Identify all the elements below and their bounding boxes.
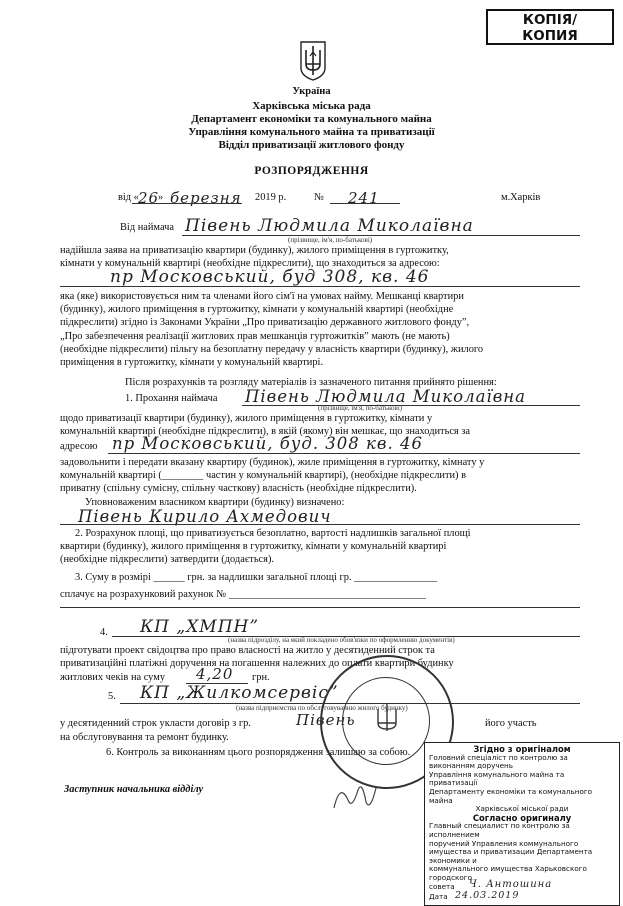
certify-line: поручений Управления коммунального <box>429 838 579 848</box>
item5-contract-line2: на обслуговування та ремонт будинку. <box>60 732 229 743</box>
copy-stamp-line1: КОПІЯ/ <box>522 12 578 28</box>
item4-caption: (назва підрозділу, на який покладено обов'язки по оформленню документів) <box>228 636 455 644</box>
item1-transfer-paragraph <box>60 456 580 496</box>
item6-text: 6. Контроль за виконанням цього розпорядження залишаю за собою. <box>106 747 411 758</box>
use-line: підкреслити) згідно із Законами України „Про приватизацію державного житлового фонду”, <box>60 317 470 329</box>
item1-line: щодо приватизації квартири (будинку), жилого приміщення в гуртожитку, кімнати у <box>60 413 433 424</box>
header-council: Харківська міська рада <box>252 100 371 112</box>
header-department: Департамент економіки та комунального майна <box>191 113 432 125</box>
item1-line: комунальній квартирі (________ частин у комунальній квартирі), (необхідне підкреслити) в <box>60 470 467 482</box>
certify-line: Департаменту економіки та комунального майна <box>429 786 593 805</box>
address-underline <box>60 286 580 287</box>
copy-stamp <box>486 9 614 45</box>
item2-line: 2. Розрахунок площі, що приватизується безоплатно, вартості надлишків загальної площі <box>75 528 471 539</box>
certify-line: коммунального имущества Харьковского городского <box>429 864 587 882</box>
date-prefix: від « <box>118 192 139 203</box>
certify-date-label: Дата <box>429 891 448 901</box>
after-text: Після розрахунків та розгляду матеріалів із зазначеного питання прийнято рішення: <box>125 377 497 388</box>
intro-line: кімнати у комунальній квартирі (необхідне підкреслити), що знаходиться за адресою: <box>60 258 440 270</box>
order-number: 241 <box>348 189 380 207</box>
owner-defined-underline <box>60 524 580 525</box>
item5-contract-handwritten: Півень <box>296 711 356 729</box>
item1-label: 1. Прохання наймача <box>125 393 218 404</box>
use-line: (необхідне підкреслити) пільгу на безоплатну передачу у власність квартири (будинку), жилого <box>60 343 484 355</box>
header-division: Відділ приватизації житлового фонду <box>218 139 405 151</box>
certify-line: Главный специалист по контролю за исполнением <box>429 821 570 839</box>
certify-line: Харківської міської ради <box>475 804 569 814</box>
item4-sum-handwritten: 4,20 <box>196 665 234 683</box>
item3-line: 3. Суму в розмірі ______ грн. за надлишки загальної площі гр. ________________ <box>75 572 438 583</box>
intro-line: надійшла заява на приватизацію квартири (будинку), жилого приміщення в гуртожитку, <box>60 245 449 256</box>
item4-label: 4. <box>100 627 108 638</box>
item1-caption: (прізвище, ім'я, по-батькові) <box>318 404 403 412</box>
use-line: яка (яке) використовується ним та членами його сім'ї на умовах найму. Мешканці квартири <box>60 291 464 302</box>
use-line: (будинку), жилого приміщення в гуртожитку, кімнати у комунальній квартирі (необхідне <box>60 304 454 316</box>
address-handwritten: пр Московський, буд 308, кв. 46 <box>110 267 430 287</box>
item1-line: комунальній квартирі (необхідне підкреслити), в якій (якому) він мешкає, що знаходиться за <box>60 426 471 438</box>
header-country: Україна <box>292 86 331 97</box>
date-year: 2019 р. <box>255 192 287 203</box>
item1-address-handwritten: пр Московський, буд. 308 кв. 46 <box>112 434 423 453</box>
certify-stamp <box>424 742 620 906</box>
item2-line: (необхідне підкреслити) затвердити (додається). <box>60 554 275 566</box>
item1-address-underline <box>108 453 580 454</box>
item2-line: квартири (будинку), жилого приміщення в гуртожитку, кімнати у комунальній квартирі <box>60 541 447 553</box>
item4-line: приватизаційні платіжні доручення на погашення належних до оплати квартири будинку <box>60 658 454 670</box>
item5-contract-prefix: у десятиденний строк укласти договір з гр. <box>60 718 251 729</box>
item1-address-label: адресою <box>60 441 98 452</box>
city: м.Харків <box>501 192 541 203</box>
owner-handwritten: Півень Людмила Миколаївна <box>185 216 474 236</box>
seal-trident-icon <box>370 701 404 739</box>
item4-sum-suffix: грн. <box>252 672 270 683</box>
date-underline <box>132 203 242 204</box>
item5-caption: (назва підприємства по обслуговуванню жилого будинку) <box>236 704 408 712</box>
certify-line: имущества и приватизации Департамента экономики и <box>429 847 593 865</box>
use-paragraph <box>60 290 580 369</box>
date-number-row <box>118 189 578 207</box>
signature-role: Заступник начальника відділу <box>64 784 204 795</box>
item3-paragraph <box>60 571 580 601</box>
certify-line: Головний спеціаліст по контролю за виконанням доручень <box>429 752 568 771</box>
number-underline <box>330 203 400 204</box>
from-label: Від наймача <box>120 222 174 233</box>
use-line: „Про забезпечення реалізації житлових прав мешканців гуртожитків” мають (не мають) <box>60 330 450 342</box>
header-directorate: Управління комунального майна та приватизації <box>188 126 435 138</box>
item3-line: сплачує на розрахунковий рахунок № ______________________________________ <box>60 589 427 601</box>
certify-title-ru: Согласно оригиналу <box>472 812 572 823</box>
number-label: № <box>314 192 324 203</box>
certify-line: Управління комунального майна та приватизації <box>429 769 565 788</box>
item1-underline <box>242 405 580 406</box>
item5-handwritten: КП „Жилкомсервіс” <box>140 683 339 703</box>
date-day: 26 <box>138 189 160 207</box>
item4-sum-prefix: житлових чеків на суму <box>60 672 166 683</box>
owner-defined-handwritten: Півень Кирило Ахмедович <box>78 507 332 526</box>
signature-scribble-icon <box>330 778 380 814</box>
use-line: приміщення в гуртожитку, кімнати у комунальній квартирі. <box>60 357 324 369</box>
certify-council: совета <box>429 881 455 891</box>
copy-stamp-line2: КОПИЯ <box>522 28 578 44</box>
item4-paragraph <box>60 644 580 670</box>
item3-underline <box>60 607 580 608</box>
owner-underline <box>182 235 580 236</box>
item5-contract-suffix: його участь <box>485 718 537 729</box>
item4-handwritten: КП „ХМПН” <box>140 617 260 637</box>
doc-title: РОЗПОРЯДЖЕННЯ <box>254 165 369 177</box>
certify-date-handwritten: 24.03.2019 <box>455 889 520 901</box>
coat-of-arms-icon <box>298 40 328 82</box>
certify-sign-handwritten: Ч. Антошина <box>469 878 553 890</box>
owner-defined-label: Уповноваженим власником квартири (будинку) визначено: <box>85 497 345 508</box>
item4-line: підготувати проект свідоцтва про право власності на житло у десятиденний строк та <box>60 645 435 656</box>
item1-line: задовольнити і передати вказану квартиру (будинок), жиле приміщення в гуртожитку, кімнату у <box>60 457 485 468</box>
date-sep: » <box>158 192 164 203</box>
item5-label: 5. <box>108 691 116 702</box>
item2-paragraph <box>60 527 580 567</box>
pib-caption: (прізвище, ім'я, по-батькові) <box>288 236 373 244</box>
certify-date-row <box>429 889 615 903</box>
item1-name-handwritten: Півень Людмила Миколаївна <box>245 387 527 406</box>
date-month: березня <box>170 189 242 207</box>
item1-line: приватну (спільну сумісну, спільну часткову) власність (необхідне підкреслити). <box>60 483 417 495</box>
certify-title: Згідно з оригіналом <box>473 744 571 754</box>
